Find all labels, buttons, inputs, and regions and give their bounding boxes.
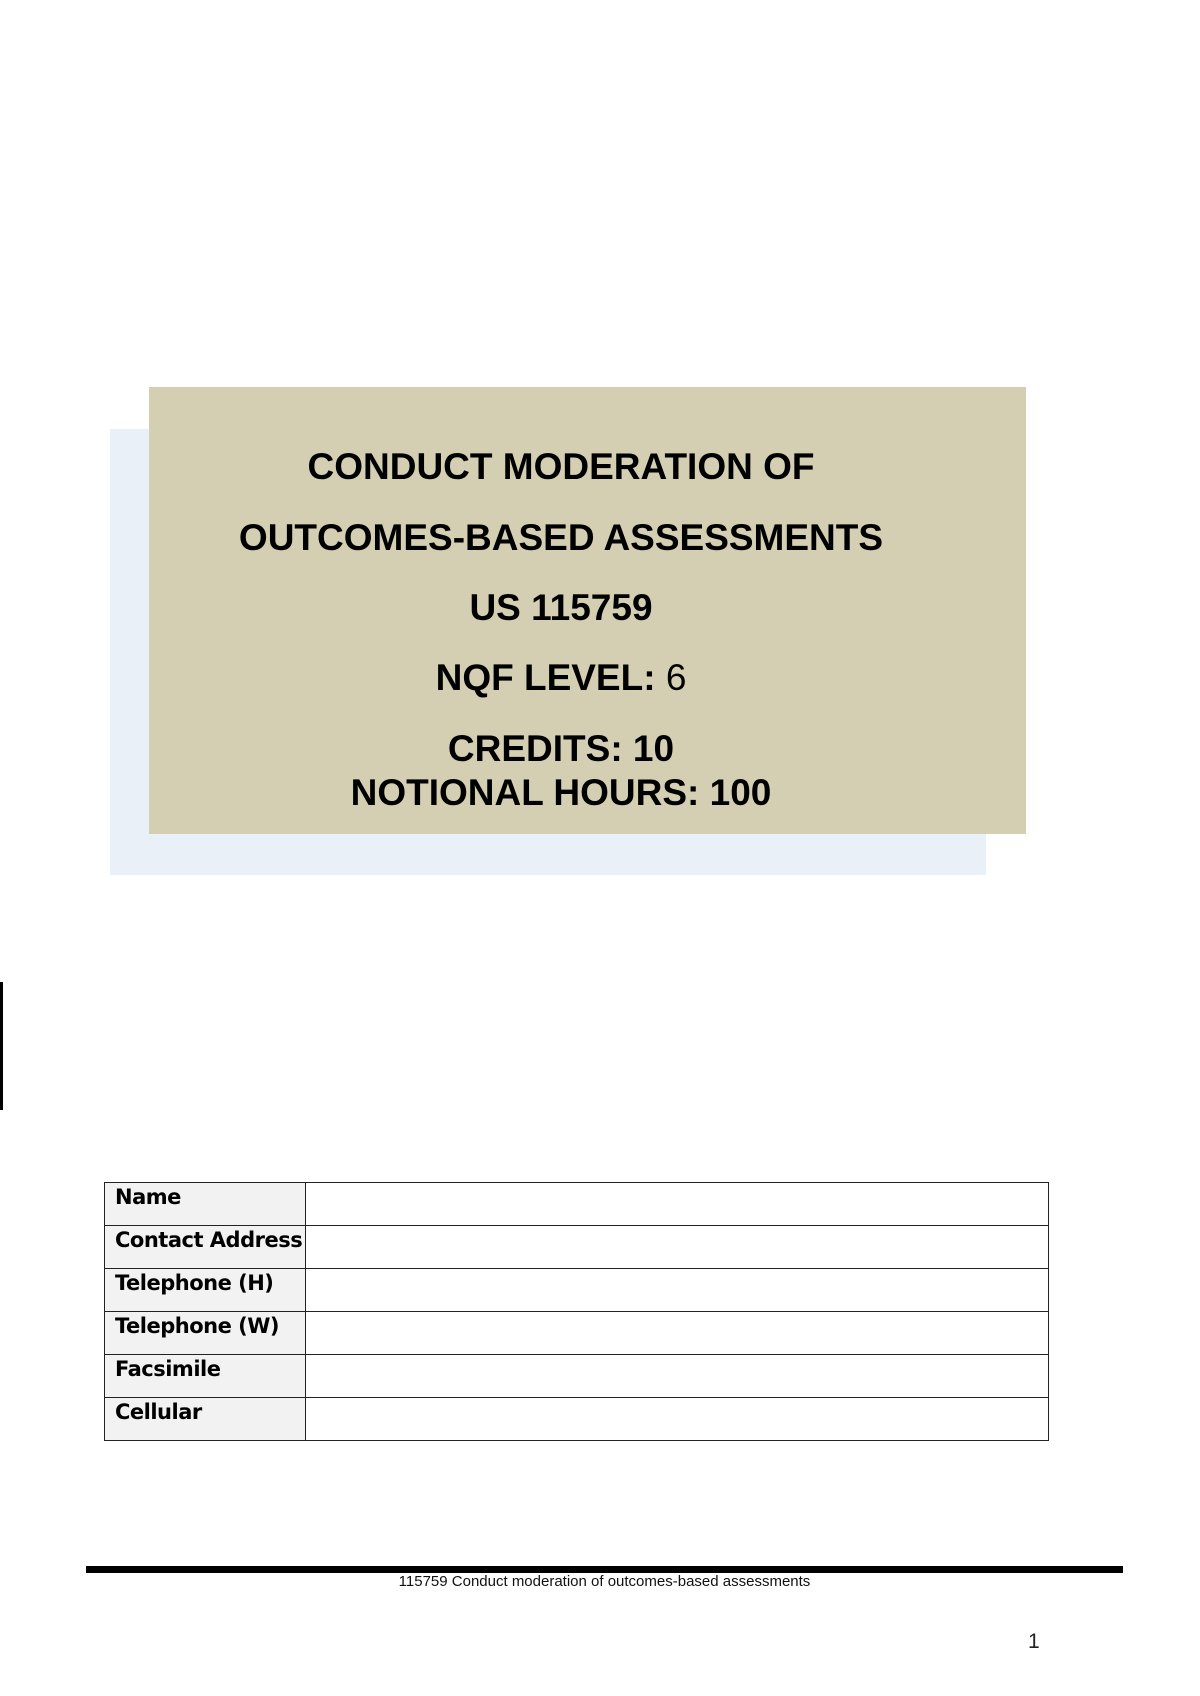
margin-bar (0, 982, 3, 1110)
nqf-level-value: 6 (665, 657, 687, 698)
title-line-1: CONDUCT MODERATION OF (307, 446, 815, 487)
telephone-work-field[interactable] (306, 1312, 1049, 1355)
footer-text: 115759 Conduct moderation of outcomes-based assessments (398, 1573, 811, 1590)
contact-details-table (104, 1182, 1049, 1441)
row-label: Contact Address (105, 1226, 306, 1269)
row-label: Cellular (105, 1398, 306, 1441)
nqf-level (149, 656, 973, 700)
row-label: Telephone (W) (105, 1312, 306, 1355)
contact-address-field[interactable] (306, 1226, 1049, 1269)
table-row (105, 1312, 1049, 1355)
table-row (105, 1269, 1049, 1312)
table-row (105, 1226, 1049, 1269)
table-row (105, 1183, 1049, 1226)
unit-standard: US 115759 (469, 587, 653, 628)
table-row (105, 1355, 1049, 1398)
footer-rule (86, 1566, 1123, 1573)
title-box (149, 387, 1026, 834)
facsimile-field[interactable] (306, 1355, 1049, 1398)
table-row (105, 1398, 1049, 1441)
row-label: Telephone (H) (105, 1269, 306, 1312)
name-field[interactable] (306, 1183, 1049, 1226)
title-line-2: OUTCOMES-BASED ASSESSMENTS (238, 517, 884, 558)
cellular-field[interactable] (306, 1398, 1049, 1441)
page-number: 1 (1028, 1630, 1040, 1653)
nqf-level-label: NQF LEVEL: (435, 657, 656, 698)
notional-hours: NOTIONAL HOURS: 100 (350, 772, 772, 813)
row-label: Facsimile (105, 1355, 306, 1398)
credits: CREDITS: 10 (447, 728, 675, 769)
telephone-home-field[interactable] (306, 1269, 1049, 1312)
row-label: Name (105, 1183, 306, 1226)
